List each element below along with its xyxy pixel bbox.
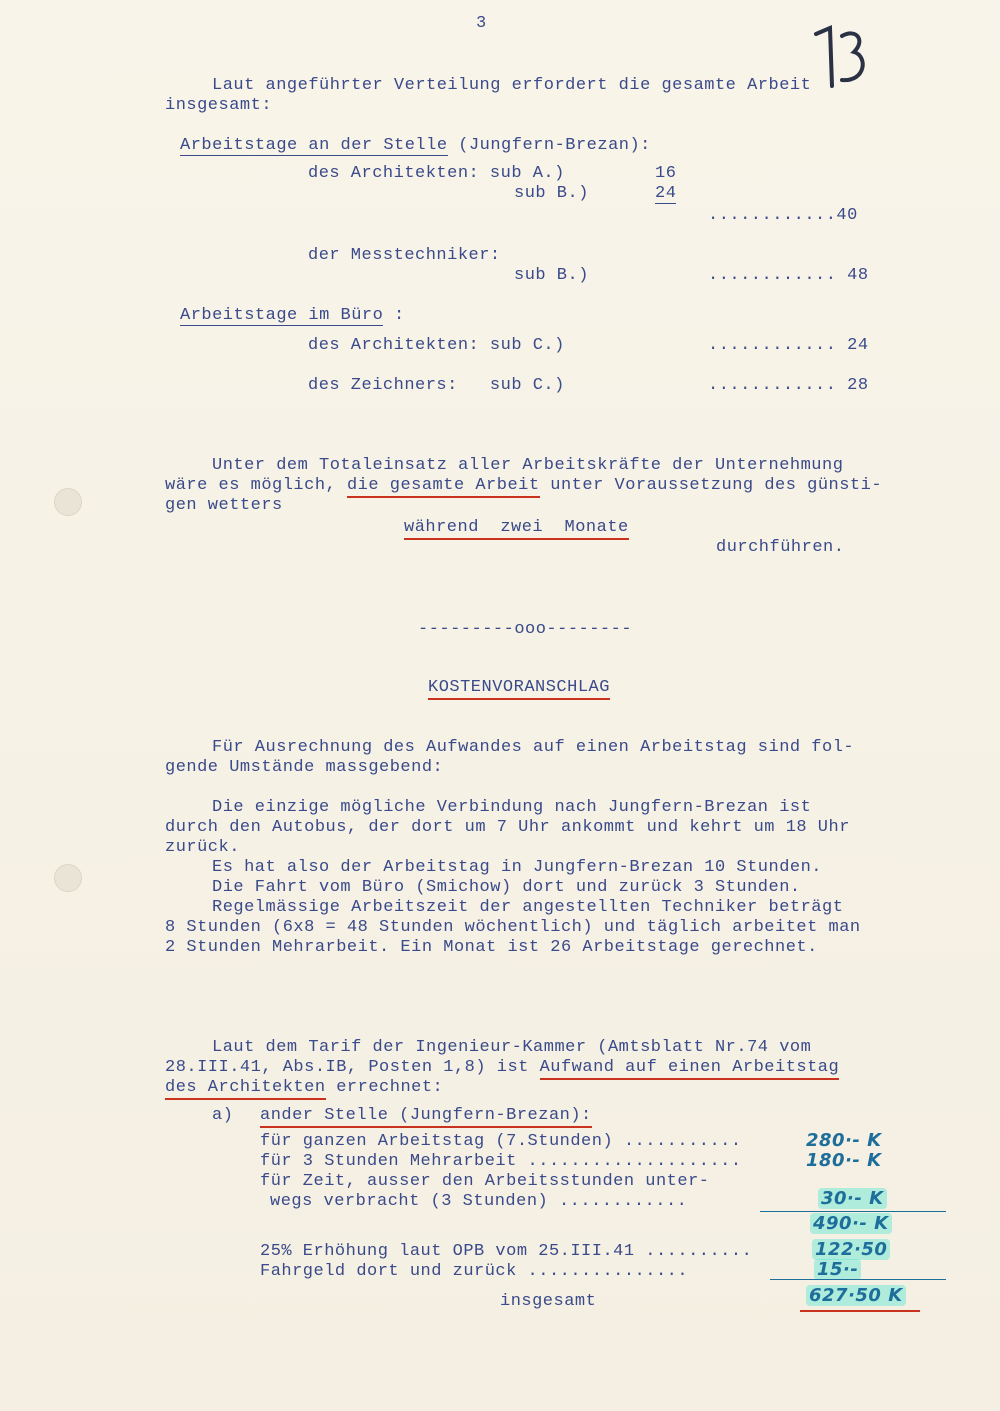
- field-architect-b: 24: [655, 184, 677, 203]
- tarif-row-5-value: 15·-: [814, 1260, 861, 1280]
- tarif-row-2: für 3 Stunden Mehrarbeit ....................: [260, 1152, 742, 1171]
- tarif-row-5: Fahrgeld dort und zurück ...............: [260, 1262, 689, 1281]
- field-architect-total: ............40: [708, 206, 858, 225]
- kosten-p2-l7: 8 Stunden (6x8 = 48 Stunden wöchentlich) und täglich arbeitet man: [165, 918, 861, 937]
- total-line-5: durchführen.: [716, 538, 845, 557]
- field-mess-total: ............ 48: [708, 266, 869, 285]
- separator: ---------ooo--------: [418, 620, 633, 639]
- tarif-l3: des Architekten errechnet:: [165, 1078, 443, 1098]
- sum-line: [770, 1279, 946, 1280]
- kosten-p2-l5: Die Fahrt vom Büro (Smichow) dort und zurück 3 Stunden.: [212, 878, 801, 897]
- tarif-a-heading: ander Stelle (Jungfern-Brezan):: [260, 1106, 592, 1126]
- sum-line: [760, 1211, 946, 1212]
- page-number: 3: [476, 14, 487, 33]
- tarif-row-4: 25% Erhöhung laut OPB vom 25.III.41 ..........: [260, 1242, 753, 1261]
- field-mess-sub: sub B.): [514, 266, 589, 285]
- tarif-l1: Laut dem Tarif der Ingenieur-Kammer (Amtsblatt Nr.74 vom: [212, 1038, 812, 1057]
- total-line-1: Unter dem Totaleinsatz aller Arbeitskräfte der Unternehmung: [212, 456, 844, 475]
- field-mess-label: der Messtechniker:: [308, 246, 501, 265]
- tarif-row-1: für ganzen Arbeitstag (7.Stunden) ...........: [260, 1132, 742, 1151]
- tarif-l2: 28.III.41, Abs.IB, Posten 1,8) ist Aufwand auf einen Arbeitstag: [165, 1058, 839, 1078]
- tarif-row-1-value: 280·- K: [806, 1130, 882, 1151]
- punch-hole: [54, 488, 82, 516]
- office-architect-total: ............ 24: [708, 336, 869, 355]
- tarif-total-label: insgesamt: [500, 1292, 597, 1311]
- total-line-3: gen wetters: [165, 496, 283, 515]
- kosten-p2-l4: Es hat also der Arbeitstag in Jungfern-Brezan 10 Stunden.: [212, 858, 822, 877]
- intro-line-1: Laut angeführter Verteilung erfordert die gesamte Arbeit: [212, 76, 812, 95]
- tarif-row-4-value: 122·50: [812, 1240, 890, 1260]
- office-architect-label: des Architekten: sub C.): [308, 336, 565, 355]
- kosten-p2-l1: Die einzige mögliche Verbindung nach Jungfern-Brezan ist: [212, 798, 812, 817]
- kosten-p1-l1: Für Ausrechnung des Aufwandes auf einen Arbeitstag sind fol-: [212, 738, 855, 757]
- total-duration: während zwei Monate: [404, 518, 629, 538]
- kosten-p1-l2: gende Umstände massgebend:: [165, 758, 444, 777]
- section-title: KOSTENVORANSCHLAG: [428, 678, 610, 698]
- field-architect-label: des Architekten: sub A.): [308, 164, 565, 183]
- tarif-row-2-value: 180·- K: [806, 1150, 882, 1171]
- field-architect-a: 16: [655, 164, 677, 183]
- tarif-subtotal: 490·- K: [810, 1214, 892, 1234]
- tarif-a-label: a): [212, 1106, 234, 1125]
- office-heading: Arbeitstage im Büro :: [180, 306, 405, 325]
- kosten-p2-l3: zurück.: [165, 838, 240, 857]
- tarif-row-3b: wegs verbracht (3 Stunden) ............: [270, 1192, 688, 1211]
- kosten-p2-l8: 2 Stunden Mehrarbeit. Ein Monat ist 26 Arbeitstage gerechnet.: [165, 938, 818, 957]
- tarif-total-value: 627·50 K: [806, 1286, 906, 1306]
- tarif-row-3a: für Zeit, ausser den Arbeitsstunden unter-: [260, 1172, 710, 1191]
- total-line-2: wäre es möglich, die gesamte Arbeit unter Voraussetzung des günsti-: [165, 476, 882, 496]
- office-draftsman-total: ............ 28: [708, 376, 869, 395]
- field-sub-b: sub B.): [514, 184, 589, 203]
- total-red-underline: [800, 1310, 920, 1312]
- kosten-p2-l6: Regelmässige Arbeitszeit der angestellten Techniker beträgt: [212, 898, 844, 917]
- tarif-row-3-value: 30·- K: [818, 1189, 887, 1209]
- kosten-p2-l2: durch den Autobus, der dort um 7 Uhr ankommt und kehrt um 18 Uhr: [165, 818, 850, 837]
- field-heading: Arbeitstage an der Stelle (Jungfern-Brezan):: [180, 136, 651, 155]
- office-draftsman-label: des Zeichners: sub C.): [308, 376, 565, 395]
- punch-hole: [54, 864, 82, 892]
- intro-line-2: insgesamt:: [165, 96, 273, 115]
